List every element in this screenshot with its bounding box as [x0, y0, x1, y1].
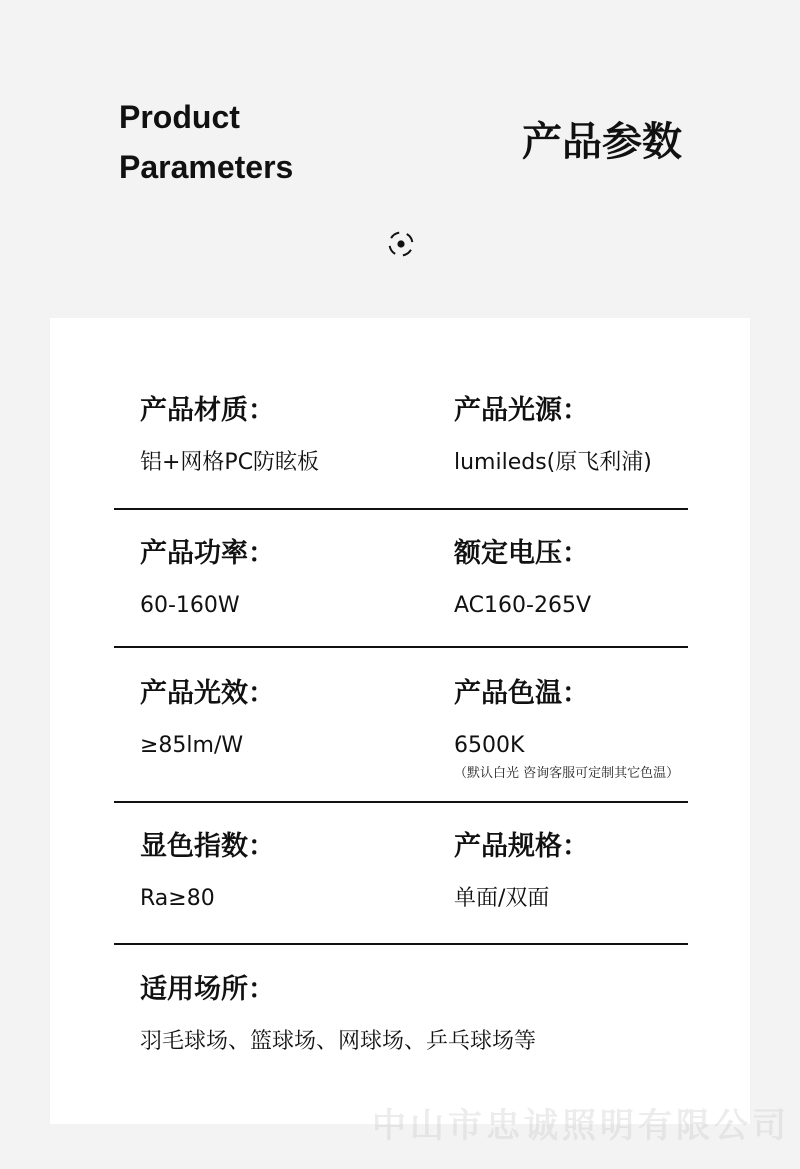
param-value: 60-160W	[140, 593, 240, 618]
company-watermark: 中山市忠诚照明有限公司	[372, 1106, 790, 1146]
param-value: 6500K	[454, 733, 525, 758]
param-applications	[140, 973, 536, 1057]
param-value: 铝+网格PC防眩板	[140, 450, 320, 475]
param-cri	[140, 830, 275, 914]
parameter-card	[50, 318, 750, 1124]
param-label: 显色指数：	[140, 831, 275, 862]
param-label: 产品规格：	[454, 831, 589, 862]
param-label: 额定电压：	[454, 538, 589, 569]
param-light-source	[454, 394, 652, 478]
param-label: 适用场所：	[140, 974, 275, 1005]
param-label: 产品色温：	[454, 678, 589, 709]
param-color-temperature	[454, 677, 679, 783]
param-note: （默认白光 咨询客服可定制其它色温）	[454, 766, 680, 781]
param-label: 产品功率：	[140, 538, 275, 569]
target-icon	[386, 229, 416, 259]
row-divider	[114, 508, 688, 510]
param-efficacy	[140, 677, 275, 761]
param-label: 产品光效：	[140, 678, 275, 709]
title-chinese: 产品参数	[522, 119, 682, 165]
param-material	[140, 394, 319, 478]
row-divider	[114, 646, 688, 648]
param-value: lumileds(原飞利浦)	[454, 450, 652, 475]
title-english-line2: Parameters	[119, 149, 294, 185]
param-label: 产品光源：	[454, 395, 589, 426]
param-value: AC160-265V	[454, 593, 591, 618]
row-divider	[114, 943, 688, 945]
param-value: Ra≥80	[140, 886, 215, 911]
title-english	[119, 92, 293, 192]
row-divider	[114, 801, 688, 803]
param-value: 羽毛球场、篮球场、网球场、乒乓球场等	[140, 1029, 537, 1054]
param-voltage	[454, 537, 591, 621]
param-value: 单面/双面	[454, 886, 550, 911]
param-label: 产品材质：	[140, 395, 275, 426]
param-specification	[454, 830, 589, 914]
param-power	[140, 537, 275, 621]
title-english-line1: Product	[119, 99, 240, 135]
param-value: ≥85lm/W	[140, 733, 244, 758]
